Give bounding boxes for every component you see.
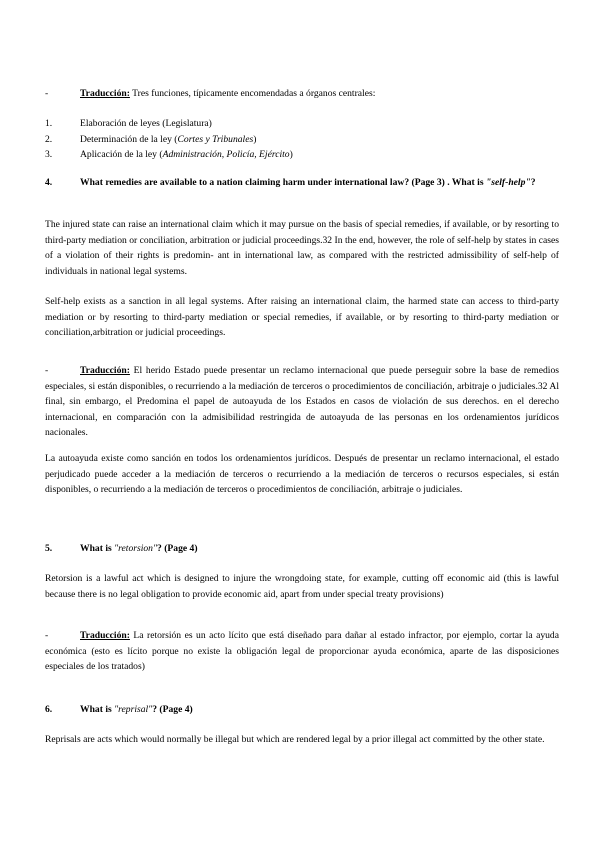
translation-paragraph-1: - Traducción: El herido Estado puede presentar un reclamo internacional que puede perseguir sobre la base de remedios especiales, si están disponibles, o recurriendo a la mediación de terceros o procedimientos de conciliación, arbitraje o judiciales.32 Al final, sin embargo, el Predomina el papel de autoayuda de los Estados en casos de violación de sus derechos. en el derecho internacional, en comparación con la admisibilidad restringida de autoayuda de las personas en los ordenamientos jurídicos nacionales. [45,365,559,438]
translation-intro [45,86,559,102]
list-item: 2. Determinación de la ley (Cortes y Tribunales) [45,133,257,145]
list-item: 3. Aplicación de la ley (Administración, Policía, Ejército) [45,149,293,160]
paragraph-retorsion: Retorsion is a lawful act which is designed to injure the wrongdoing state, for example, cutting off economic aid (this is lawful because there is no legal obligation to provide economic aid, apart from under special treaty provisions) [45,573,559,600]
question-5-heading: 5. What is "retorsion"? (Page 4) [45,543,198,554]
question-6-heading: 6. What is "reprisal"? (Page 4) [45,704,193,715]
question-4-heading: 4. What remedies are available to a nation claiming harm under international law? (Page 3) . What is "self-help"? [45,177,536,188]
paragraph-reprisals: Reprisals are acts which would normally be illegal but which are rendered legal by a prior illegal act committed by the other state. [45,734,545,745]
paragraph-autoayuda: La autoayuda existe como sanción en todos los ordenamientos jurídicos. Después de presentar un reclamo internacional, el estado perjudicado puede acceder a la mediación de terceros o recurriendo a la mediación de terceros o recursos especiales, si están disponibles, o recurriendo a la mediación de terceros o procedimientos de conciliación, arbitraje o judiciales. [45,453,559,495]
paragraph-self-help: Self-help exists as a sanction in all legal systems. After raising an international claim, the harmed state can access to third-party mediation or by resorting to third-party mediation or special remedies, if available, or by resorting to third-party mediation or conciliation,arbitration or judicial proceedings. [45,296,559,338]
numbered-list [45,116,559,163]
translation-text: Tres funciones, típicamente encomendadas a órganos centrales: [129,88,376,99]
translation-paragraph-2: - Traducción: La retorsión es un acto lícito que está diseñado para dañar al estado infractor, por ejemplo, cortar la ayuda económica (esto es lícito porque no existe la obligación legal de proporcionar ayuda económica, aparte de las disposiciones especiales de los tratados) [45,630,559,672]
paragraph-injured-state: The injured state can raise an international claim which it may pursue on the basis of special remedies, if available, or by resorting to third-party mediation or conciliation, arbitration or judicial proceedings.32 In the end, however, the role of self-help by states in cases of a violation of their rights is predomin- ant in international law, as compared with the restricted admissibility of self-help of individuals in national legal systems. [45,219,559,277]
translation-label: Traducción: [80,88,130,99]
list-item: 1. Elaboración de leyes (Legislatura) [45,118,212,129]
bullet-dash: - [45,88,49,99]
